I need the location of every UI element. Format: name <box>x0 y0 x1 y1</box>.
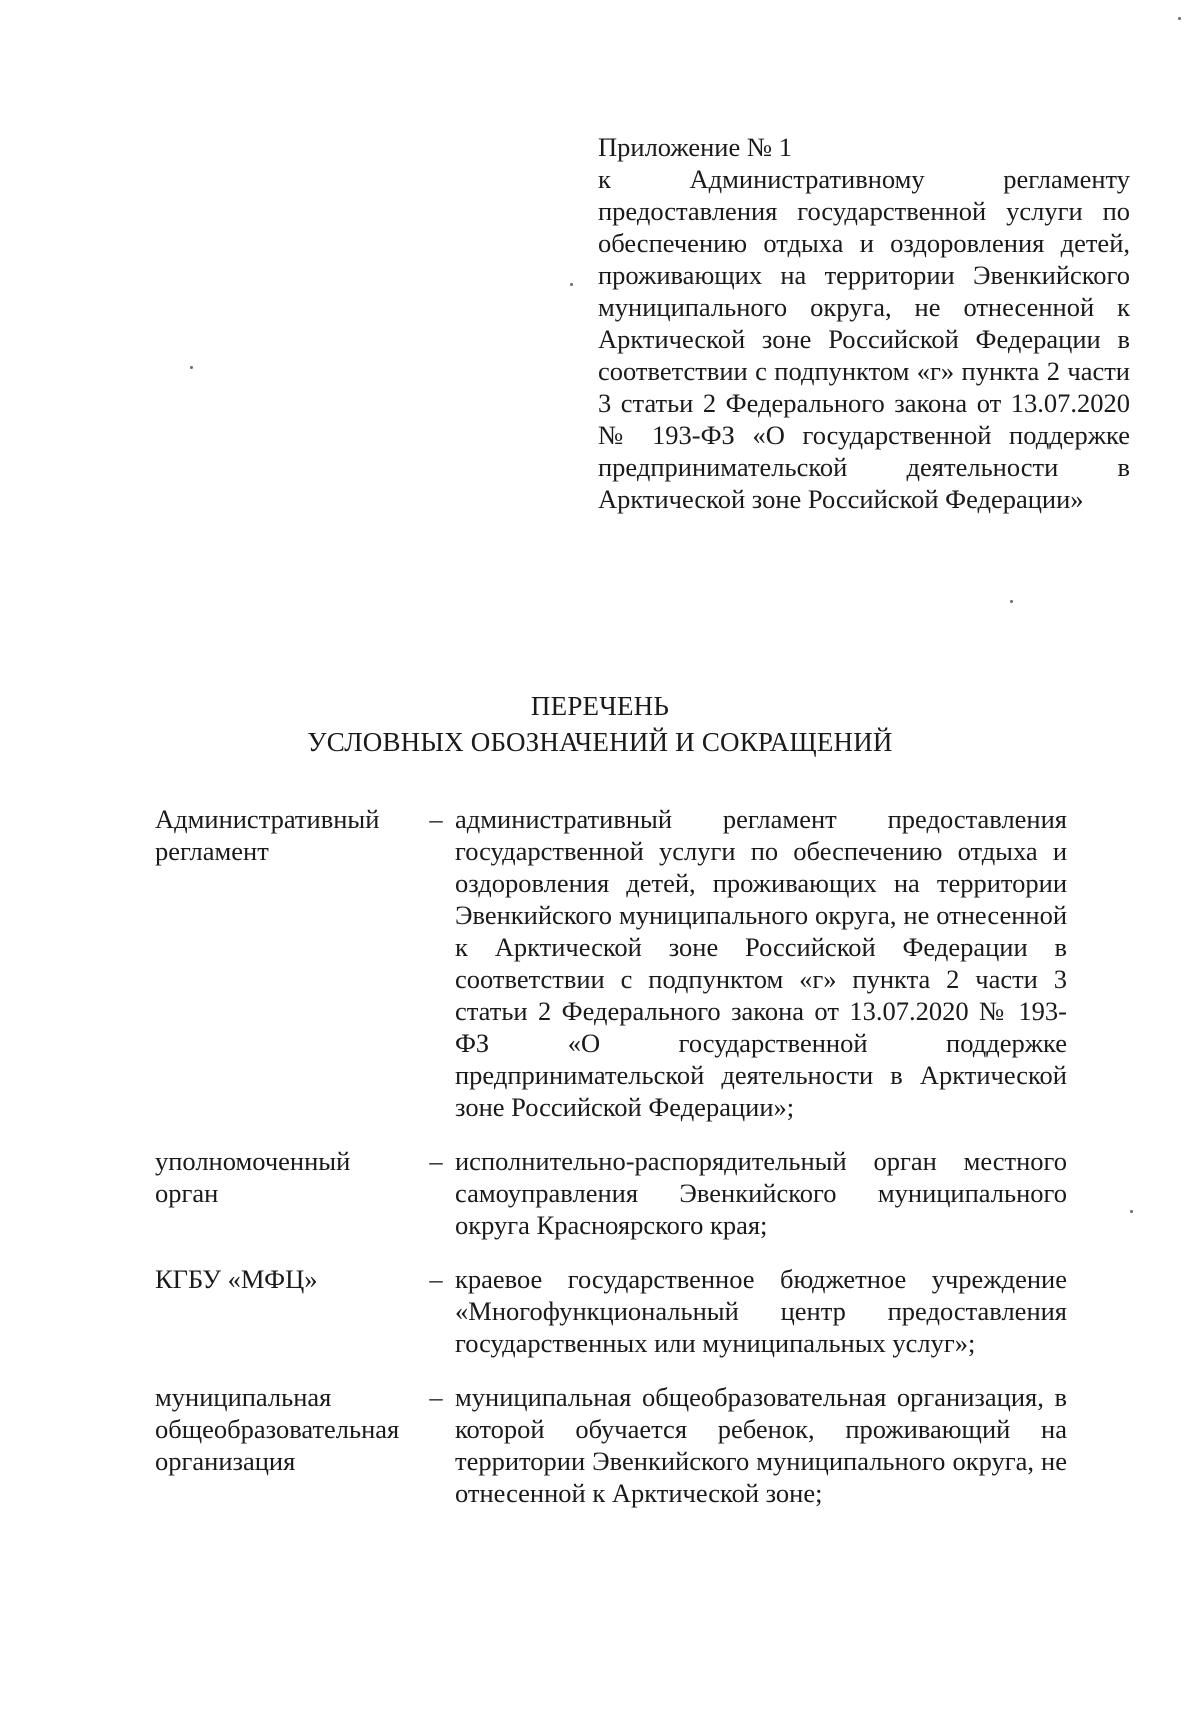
title-line-1: ПЕРЕЧЕНЬ <box>530 691 670 721</box>
definition-row <box>155 1145 1067 1241</box>
definition-term: уполномоченный орган <box>155 1146 351 1208</box>
definition-dash: – <box>429 1264 443 1294</box>
definition-text: административный регламент предоставления государственной услуги по обеспечению отдыха и оздоровления детей, проживающих на территории Эвенкийского муниципального округа, не отнесенной к Арктической зоне Российской Федерации в соответствии с подпунктом «г» пункта 2 части 3 статьи 2 Федерального закона от 13.07.2020 № 193-ФЗ «О государственной поддержке предпринимательской деятельности в Арктической зоне Российской Федерации»; <box>455 804 1067 1122</box>
title-line-2: УСЛОВНЫХ ОБОЗНАЧЕНИЙ И СОКРАЩЕНИЙ <box>307 727 893 757</box>
definition-row <box>155 1381 1067 1509</box>
appendix-title: Приложение № 1 <box>598 132 793 162</box>
definition-term: муниципальная общеобразовательная организация <box>155 1382 400 1476</box>
definition-term: КГБУ «МФЦ» <box>155 1264 318 1294</box>
definition-dash: – <box>429 1382 443 1412</box>
definition-row <box>155 803 1067 1123</box>
scan-speck <box>570 283 573 286</box>
document-title <box>0 688 1200 760</box>
definition-dash: – <box>429 804 443 834</box>
definition-dash: – <box>429 1146 443 1176</box>
definition-text: краевое государственное бюджетное учреждение «Многофункциональный центр предоставления государственных или муниципальных услуг»; <box>455 1264 1067 1358</box>
definition-text: исполнительно-распорядительный орган местного самоуправления Эвенкийского муниципального округа Красноярского края; <box>455 1146 1067 1240</box>
appendix-header <box>598 131 1130 515</box>
appendix-body: к Административному регламенту предоставления государственной услуги по обеспечению отдыха и оздоровления детей, проживающих на территории Эвенкийского муниципального округа, не отнесенной к Арктической зоне Российской Федерации в соответствии с подпунктом «г» пункта 2 части 3 статьи 2 Федерального закона от 13.07.2020 № 193-ФЗ «О государственной поддержке предпринимательской деятельности в Арктической зоне Российской Федерации» <box>598 164 1130 514</box>
definition-term: Административный регламент <box>155 804 380 866</box>
scan-speck <box>1178 17 1181 20</box>
scan-speck <box>1130 1210 1133 1213</box>
scan-speck <box>1010 600 1013 603</box>
scan-speck <box>190 366 193 369</box>
definitions-list <box>155 803 1067 1531</box>
definition-row <box>155 1263 1067 1359</box>
definition-text: муниципальная общеобразовательная организация, в которой обучается ребенок, проживающий на территории Эвенкийского муниципального округа, не отнесенной к Арктической зоне; <box>455 1382 1067 1508</box>
